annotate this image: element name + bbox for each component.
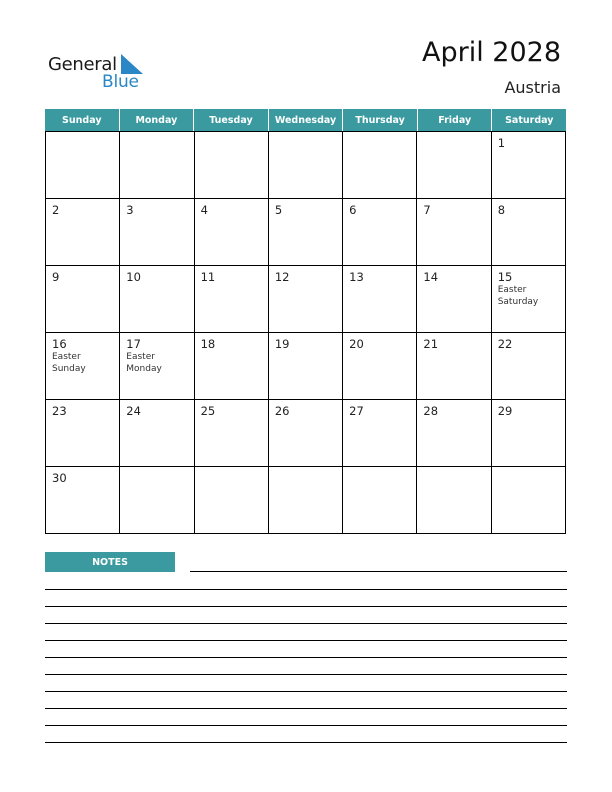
day-number: 8 <box>497 203 506 217</box>
weekday-tuesday: Tuesday <box>194 109 269 131</box>
day-cell <box>417 333 491 399</box>
day-number: 20 <box>349 337 364 351</box>
day-cell <box>195 199 269 265</box>
day-number: 17 <box>126 337 141 351</box>
calendar-week <box>46 466 565 533</box>
calendar-week <box>46 399 565 466</box>
day-number: 30 <box>52 471 67 485</box>
day-cell <box>269 132 343 198</box>
day-cell <box>120 132 194 198</box>
note-line <box>45 674 567 675</box>
day-cell <box>46 132 120 198</box>
day-cell <box>269 266 343 332</box>
day-number: 10 <box>126 270 141 284</box>
notes-label: NOTES <box>45 552 175 572</box>
note-line <box>45 589 567 590</box>
day-number: 24 <box>126 404 141 418</box>
day-cell <box>195 400 269 466</box>
weekday-saturday: Saturday <box>505 114 554 126</box>
day-number: 7 <box>423 203 431 217</box>
day-number: 22 <box>497 337 513 351</box>
day-cell <box>417 199 491 265</box>
day-number: 21 <box>423 337 439 351</box>
day-cell <box>46 199 120 265</box>
day-cell <box>46 333 120 399</box>
note-line <box>45 640 567 641</box>
note-line <box>190 571 567 572</box>
weekday-thursday: Thursday <box>343 109 418 131</box>
page-title: April 2028 <box>421 37 561 68</box>
day-cell <box>195 266 269 332</box>
day-number: 28 <box>423 404 439 418</box>
day-cell <box>343 199 417 265</box>
day-cell <box>492 199 565 265</box>
day-cell <box>343 400 417 466</box>
day-number: 3 <box>126 203 134 217</box>
day-cell <box>269 199 343 265</box>
day-cell <box>492 467 565 533</box>
day-number: 16 <box>52 337 67 351</box>
day-cell <box>269 333 343 399</box>
logo <box>48 52 148 92</box>
day-number: 15 <box>497 270 513 284</box>
note-line <box>45 691 567 692</box>
day-number: 1 <box>497 136 506 150</box>
weekday-monday: Monday <box>120 109 195 131</box>
day-cell <box>343 467 417 533</box>
day-number: 27 <box>349 404 364 418</box>
logo-text-general: General <box>48 54 117 75</box>
logo-text-blue: Blue <box>102 72 139 92</box>
note-line <box>45 606 567 607</box>
day-cell <box>417 400 491 466</box>
weekday-header <box>45 109 566 131</box>
logo-triangle-icon <box>121 54 143 74</box>
day-cell <box>195 132 269 198</box>
note-line <box>45 725 567 726</box>
day-cell <box>120 266 194 332</box>
day-number: 11 <box>200 270 216 284</box>
day-cell <box>46 400 120 466</box>
note-line <box>45 657 567 658</box>
day-cell <box>120 333 194 399</box>
calendar-week <box>46 332 565 399</box>
calendar-week <box>46 265 565 332</box>
day-cell <box>195 467 269 533</box>
day-cell <box>195 333 269 399</box>
day-number: 26 <box>274 404 290 418</box>
country-name: Austria <box>504 78 561 97</box>
note-line <box>45 623 567 624</box>
calendar-week <box>46 198 565 265</box>
day-cell <box>46 266 120 332</box>
day-number: 12 <box>274 270 290 284</box>
calendar-grid <box>45 131 566 534</box>
day-number: 6 <box>349 203 357 217</box>
day-cell <box>417 467 491 533</box>
day-number: 9 <box>52 270 60 284</box>
day-number: 2 <box>52 203 60 217</box>
day-cell <box>492 333 565 399</box>
day-cell <box>46 467 120 533</box>
day-cell <box>343 132 417 198</box>
calendar <box>45 109 566 534</box>
day-cell <box>417 132 491 198</box>
day-cell <box>120 467 194 533</box>
day-number: 29 <box>497 404 513 418</box>
day-cell <box>343 266 417 332</box>
day-number: 23 <box>52 404 67 418</box>
day-cell <box>269 467 343 533</box>
day-cell <box>492 400 565 466</box>
day-cell <box>492 132 565 198</box>
day-number: 5 <box>274 203 283 217</box>
day-cell <box>343 333 417 399</box>
day-number: 19 <box>274 337 290 351</box>
day-number: 18 <box>200 337 216 351</box>
note-line <box>45 742 567 743</box>
note-line <box>45 708 567 709</box>
day-cell <box>120 199 194 265</box>
day-number: 13 <box>349 270 364 284</box>
weekday-wednesday: Wednesday <box>269 109 344 131</box>
calendar-week <box>46 131 565 198</box>
day-cell <box>269 400 343 466</box>
day-cell <box>492 266 565 332</box>
weekday-sunday: Sunday <box>45 109 120 131</box>
holiday-label: Easter Sunday <box>52 352 86 374</box>
holiday-label: Easter Monday <box>126 352 162 374</box>
day-number: 14 <box>423 270 439 284</box>
day-cell <box>417 266 491 332</box>
day-number: 25 <box>200 404 216 418</box>
holiday-label: Easter Saturday <box>497 285 539 307</box>
weekday-friday: Friday <box>418 109 493 131</box>
day-cell <box>120 400 194 466</box>
day-number: 4 <box>200 203 208 217</box>
